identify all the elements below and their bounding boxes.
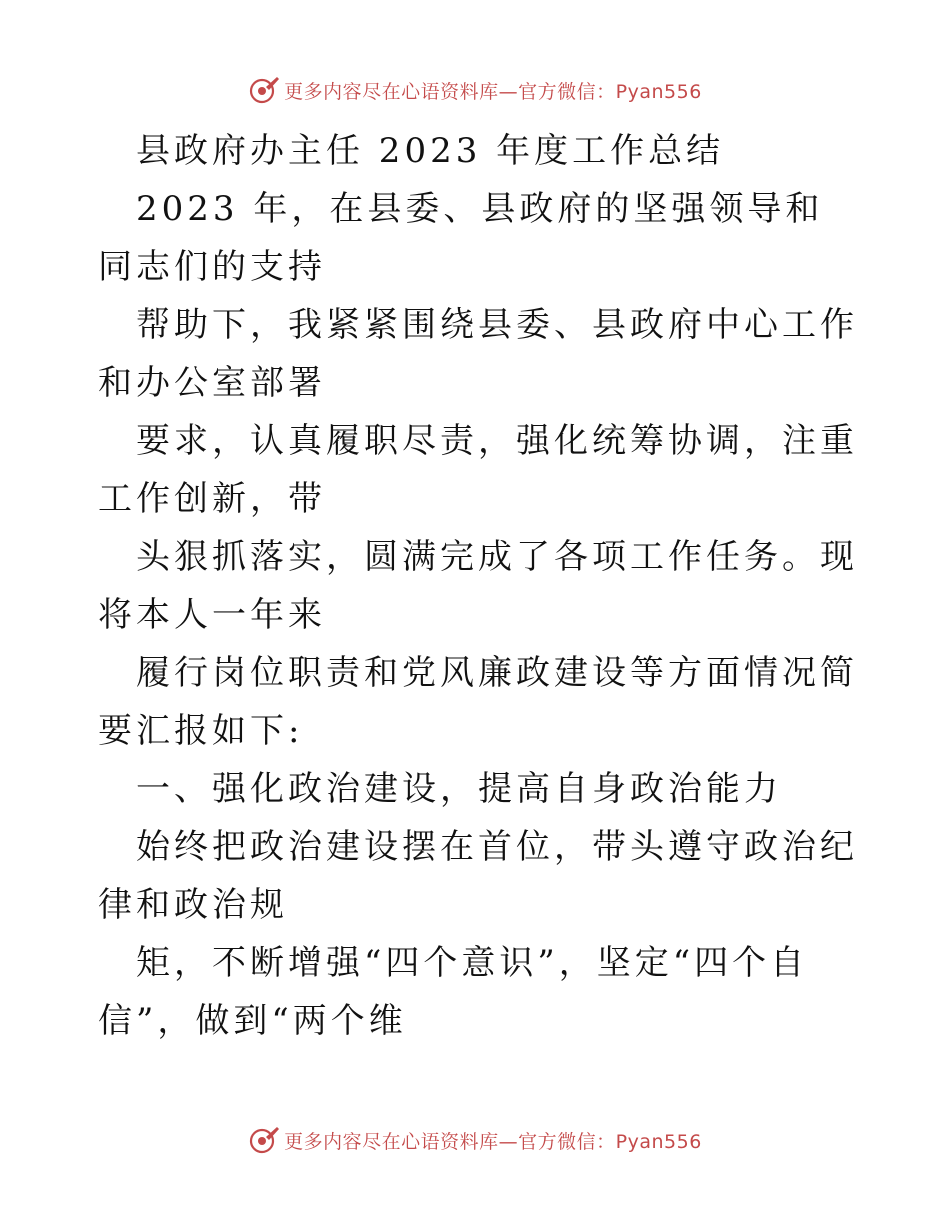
pen-nib-circle-icon: [248, 74, 280, 106]
paragraph-line: 要求，认真履职尽责，强化统筹协调，注重工作创新，带: [98, 421, 858, 519]
pen-nib-circle-icon: [248, 1124, 280, 1156]
section-heading: 一、强化政治建设，提高自身政治能力: [136, 769, 782, 809]
paragraph-line: 矩，不断增强“四个意识”，坚定“四个自信”，做到“两个维: [98, 943, 809, 1041]
paragraph-line: 始终把政治建设摆在首位，带头遵守政治纪律和政治规: [98, 827, 858, 925]
paragraph-line: 帮助下，我紧紧围绕县委、县政府中心工作和办公室部署: [98, 305, 858, 403]
paragraph-line: 头狠抓落实，圆满完成了各项工作任务。现将本人一年来: [98, 537, 858, 635]
footer-banner: [0, 1120, 950, 1160]
header-banner: [0, 70, 950, 110]
footer-promo-text: 更多内容尽在心语资料库—官方微信：Pyan556: [284, 1130, 702, 1153]
header-promo-text: 更多内容尽在心语资料库—官方微信：Pyan556: [284, 80, 702, 103]
paragraph-line: 履行岗位职责和党风廉政建设等方面情况简要汇报如下:: [98, 653, 858, 751]
document-body: [98, 122, 858, 1050]
document-title: 县政府办主任 2023 年度工作总结: [136, 131, 725, 171]
paragraph-line: 2023 年，在县委、县政府的坚强领导和同志们的支持: [98, 189, 824, 287]
